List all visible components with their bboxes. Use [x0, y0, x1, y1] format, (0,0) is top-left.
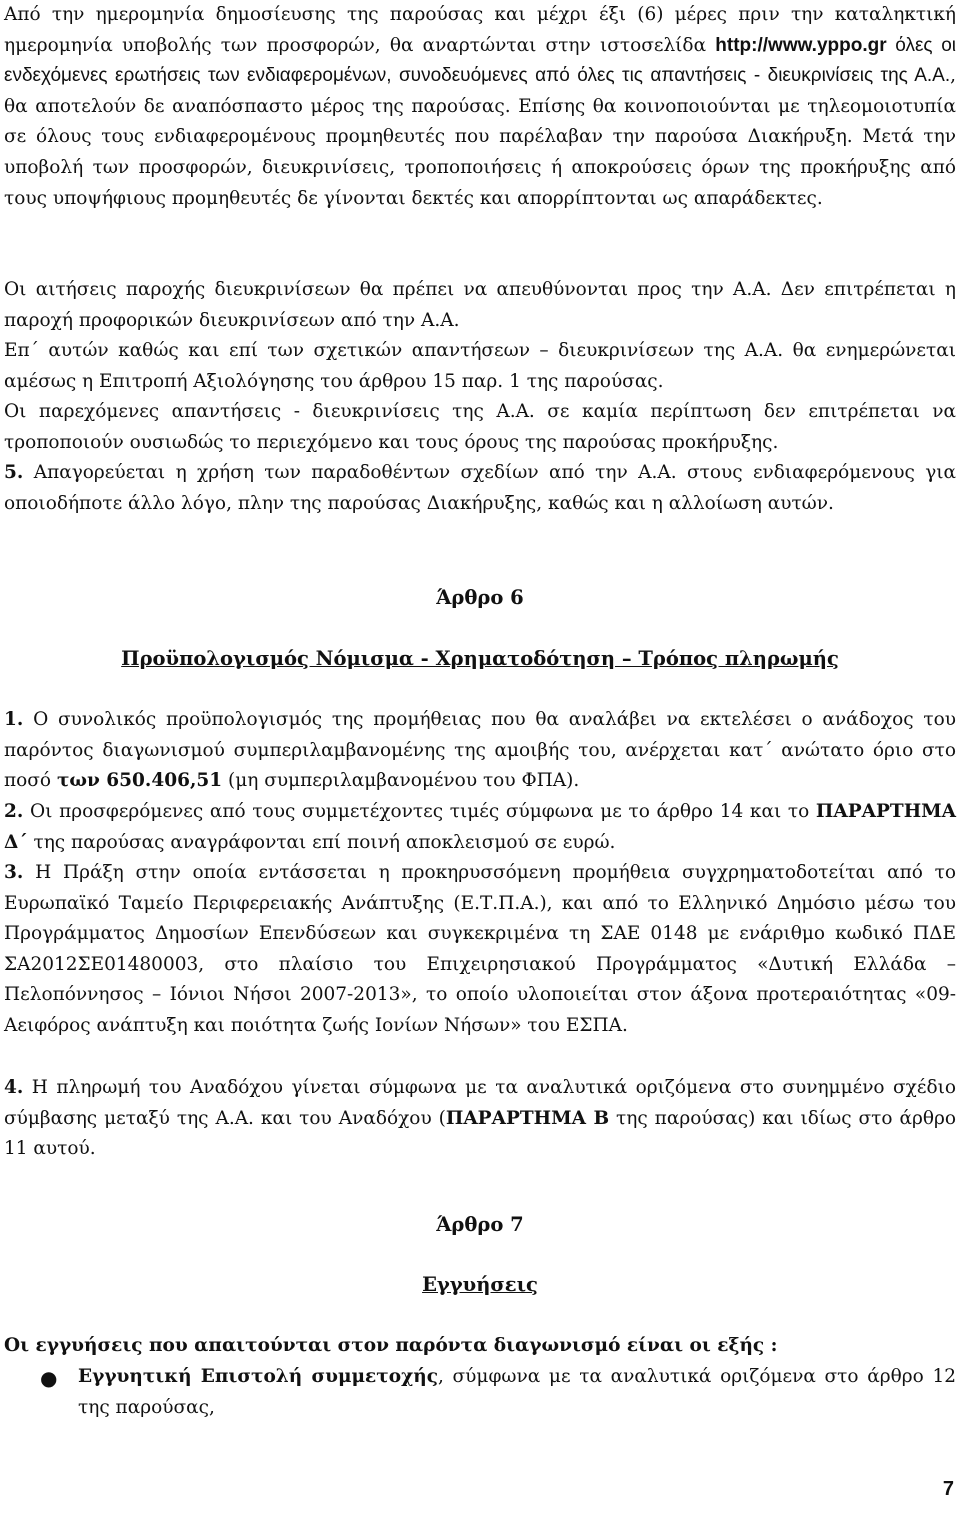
article-6-title: Άρθρο 6: [436, 586, 524, 609]
text-segment: , θα αποτελούν δε αναπόσπαστο μέρος της παρούσας.: [4, 65, 956, 117]
item-number: 3.: [4, 862, 24, 883]
item-number: 1.: [4, 709, 24, 730]
item-number: 4.: [4, 1077, 24, 1098]
text-segment: , σύμφωνα με τα αναλυτικά οριζόμενα στο άρθρο 12 της παρούσας,: [78, 1366, 957, 1418]
text-segment: Από την ημερομηνία δημοσίευσης της παρούσας και μέχρι έξι (6) μέρες πριν την καταληκτική ημερομηνία υποβολής των προσφορών, θα αναρτώνται στην ιστοσελίδα: [4, 4, 956, 56]
text-segment: Η Πράξη στην οποία εντάσσεται η προκηρυσσόμενη προμήθεια συγχρηματοδοτείται από το Ευρωπαϊκό Ταμείο Περιφερειακής Ανάπτυξης (Ε.Τ.Π.Α.), και από το Ελληνικό Δημόσιο μέσω του Προγράμματος Δημοσίων Επενδύσεων και συγκεκριμένα τη ΣΑΕ 0148 με ενάριθμο κωδικό ΠΔΕ ΣΑ2012ΣΕ01480003, στο πλαίσιο του Επιχειρησιακού Προγράμματος «Δυτική Ελλάδα – Πελοπόννησος – Ιόνιοι Νήσοι 2007-2013», το οποίο υλοποιείται στον άξονα προτεραιότητας «09- Αειφόρος ανάπτυξη και ποιότητα ζωής Ιονίων Νήσων» του ΕΣΠΑ.: [4, 862, 956, 1036]
item-number: 2.: [4, 801, 24, 822]
text-segment: (μη συμπεριλαμβανομένου του ΦΠΑ).: [222, 770, 580, 792]
article-7-intro: Οι εγγυήσεις που απαιτούνται στον παρόντα διαγωνισμό είναι οι εξής :: [4, 1335, 778, 1356]
text-segment: της παρούσας αναγράφονται επί ποινή αποκλεισμού σε ευρώ.: [27, 831, 616, 853]
paragraph-committee-notice: Επ΄ αυτών καθώς και επί των σχετικών απαντήσεων – διευκρινίσεων της Α.Α. θα ενημερώνεται αμέσως η Επιτροπή Αξιολόγησης του άρθρου 15 παρ. 1 της παρούσας.: [4, 340, 956, 392]
text-segment: Επίσης θα κοινοποιούνται με τηλεομοιοτυπία σε όλους τους ενδιαφερομένους προμηθευτές που παρέλαβαν την παρούσα Διακήρυξη. Μετά την υποβολή των προσφορών, διευκρινίσεις, τροποποιήσεις ή αποκρούσεις όρων της προκήρυξης από τους υποψήφιους προμηθευτές δε γίνονται δεκτές και απορρίπτονται ως απαράδεκτες.: [4, 95, 956, 209]
paragraph-requests: Οι αιτήσεις παροχής διευκρινίσεων θα πρέπει να απευθύνονται προς την Α.Α. Δεν επιτρέπεται η παροχή προφορικών διευκρινίσεων από την Α.Α.: [4, 279, 956, 331]
budget-amount: των 650.406,51: [56, 770, 223, 792]
article-7-title: Άρθρο 7: [436, 1213, 524, 1236]
annex-reference: ΠΑΡΑΡΤΗΜΑ Β: [445, 1107, 610, 1129]
text-segment: Η πληρωμή του Αναδόχου γίνεται σύμφωνα με τα αναλυτικά οριζόμενα στο συνημμένο σχέδιο σύμβασης μεταξύ της Α.Α. και του Αναδόχου (: [4, 1077, 956, 1129]
text-segment: Ο συνολικός προϋπολογισμός της προμήθειας που θα αναλάβει να εκτελέσει ο ανάδοχος του παρόντος διαγωνισμού συμπεριλαμβανομένης της αμοιβής του, ανέρχεται κατ΄ ανώτατο όριο στο ποσό: [4, 709, 956, 792]
article-7-subtitle: Εγγυήσεις: [422, 1273, 538, 1296]
website-url: http://www.yppo.gr: [715, 34, 887, 56]
article-6-item-4: [4, 1073, 956, 1165]
text-segment: Απαγορεύεται η χρήση των παραδοθέντων σχεδίων από την Α.Α. στους ενδιαφερόμενους για οποιοδήποτε άλλο λόγο, πλην της παρούσας Διακήρυξης, καθώς και η αλλοίωση αυτών.: [4, 462, 956, 514]
item-number: 5.: [4, 462, 24, 483]
text-segment: της παρούσας) και ιδίως στο άρθρο 11 αυτού.: [4, 1107, 957, 1160]
text-segment: Οι προσφερόμενες από τους συμμετέχοντες τιμές σύμφωνα με το άρθρο 14 και το: [23, 801, 816, 822]
paragraph-clarifications-posting: [4, 0, 956, 214]
text-segment: όλες οι ενδεχόμενες ερωτήσεις των ενδιαφερομένων, συνοδευόμενες από όλες τις απαντήσεις - διευκρινίσεις της Α.Α.: [4, 34, 956, 87]
article-6-subtitle: Προϋπολογισμός Νόμισμα - Χρηματοδότηση – Τρόπος πληρωμής: [121, 647, 839, 670]
list-item: [4, 1362, 956, 1423]
guarantee-name: Εγγυητική Επιστολή συμμετοχής: [78, 1366, 438, 1387]
paragraph-drawings-prohibition: [4, 458, 956, 519]
annex-reference: ΠΑΡΑΡΤΗΜΑ Δ΄: [4, 801, 956, 853]
article-6-item-3: [4, 858, 956, 1042]
paragraph-answers-restriction: Οι παρεχόμενες απαντήσεις - διευκρινίσεις της Α.Α. σε καμία περίπτωση δεν επιτρέπεται να τροποποιούν ουσιωδώς το περιεχόμενο και τους όρους της παρούσας προκήρυξης.: [4, 401, 956, 453]
article-6-item-1: [4, 705, 956, 797]
bullet-icon: ●: [40, 1366, 58, 1390]
article-6-item-2: [4, 797, 956, 858]
page-number: 7: [942, 1478, 954, 1500]
guarantees-list: [4, 1362, 956, 1423]
